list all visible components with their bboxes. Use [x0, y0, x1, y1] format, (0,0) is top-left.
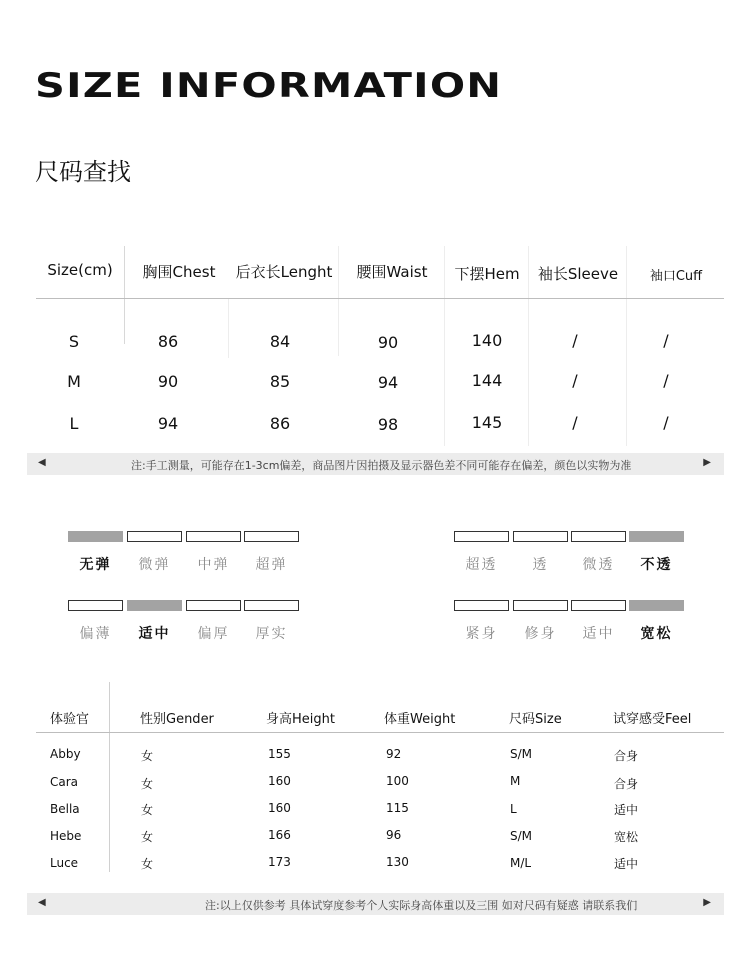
header-weight: 体重Weight [384, 712, 456, 727]
row-m-chest: 90 [157, 372, 179, 391]
scroll-left-icon[interactable]: ◀ [38, 897, 46, 908]
header-length: 后衣长Lenght [235, 263, 333, 281]
tester-gender: 女 [141, 777, 154, 791]
row-s-sleeve: / [572, 331, 578, 350]
fit-label: 紧身 [465, 626, 498, 642]
transparency-segment [513, 531, 568, 542]
tester-name: Cara [50, 775, 79, 789]
tester-gender: 女 [141, 857, 154, 871]
transparency-label: 微透 [582, 557, 615, 573]
tester-table [30, 682, 724, 878]
scroll-right-icon[interactable]: ▶ [703, 897, 711, 908]
fit-label: 修身 [524, 626, 557, 642]
row-l-length: 86 [269, 414, 291, 433]
elasticity-label: 微弹 [138, 557, 171, 573]
tester-size: M/L [510, 856, 532, 870]
row-s-hem: 140 [471, 331, 503, 350]
measurement-note: 注:手工测量，可能存在1-3cm偏差，商品图片因拍摄及显示器色差不同可能存在偏差，颜色以实物为准 [131, 459, 632, 472]
column-divider [338, 246, 339, 356]
transparency-label: 不透 [640, 557, 673, 573]
fit-label: 宽松 [640, 626, 673, 642]
header-gender: 性别Gender [140, 712, 214, 727]
tester-feel: 合身 [614, 749, 639, 763]
header-feel: 试穿感受Feel [613, 712, 692, 727]
fit-label: 适中 [582, 626, 615, 642]
header-divider [36, 732, 724, 733]
row-m-size: M [67, 372, 81, 391]
tester-feel: 宽松 [614, 830, 639, 844]
row-s-size: S [68, 332, 80, 351]
thickness-label: 厚实 [255, 626, 288, 642]
thickness-label: 偏薄 [79, 626, 112, 642]
header-cuff: 袖口Cuff [649, 269, 703, 284]
thickness-segment [244, 600, 299, 611]
row-m-length: 85 [269, 372, 291, 391]
elasticity-segment [127, 531, 182, 542]
elasticity-segment [186, 531, 241, 542]
row-l-sleeve: / [572, 413, 578, 432]
fit-segment [454, 600, 509, 611]
row-s-cuff: / [663, 331, 669, 350]
header-tester: 体验官 [50, 712, 90, 727]
tester-gender: 女 [141, 830, 154, 844]
fit-segment [513, 600, 568, 611]
tester-name: Luce [50, 856, 79, 870]
size-table [30, 244, 724, 450]
fit-segment [629, 600, 684, 611]
reference-note: 注:以上仅供参考 具体试穿度参考个人实际身高体重以及三围 如对尺码有疑惑 请联系我们 [205, 899, 638, 912]
tester-height: 155 [268, 747, 291, 761]
tester-feel: 适中 [614, 803, 639, 817]
header-sleeve: 袖长Sleeve [537, 265, 619, 283]
elasticity-segment [244, 531, 299, 542]
row-m-sleeve: / [572, 371, 578, 390]
row-s-length: 84 [269, 332, 291, 351]
row-l-size: L [69, 414, 79, 433]
tester-size: L [510, 802, 517, 816]
tester-feel: 合身 [614, 777, 639, 791]
transparency-segment [629, 531, 684, 542]
column-divider [528, 246, 529, 446]
thickness-label: 偏厚 [197, 626, 230, 642]
header-waist: 腰围Waist [356, 263, 428, 281]
tester-height: 173 [268, 855, 291, 869]
tester-weight: 130 [386, 855, 409, 869]
reference-note-bar[interactable] [27, 893, 724, 915]
tester-feel: 适中 [614, 857, 639, 871]
row-m-cuff: / [663, 371, 669, 390]
header-hem: 下摆Hem [454, 265, 520, 283]
row-l-chest: 94 [157, 414, 179, 433]
transparency-label: 超透 [465, 557, 498, 573]
row-m-hem: 144 [471, 371, 503, 390]
tester-size: S/M [510, 829, 533, 843]
measurement-note-bar[interactable] [27, 453, 724, 475]
tester-name: Hebe [50, 829, 82, 843]
row-s-chest: 86 [157, 332, 179, 351]
column-divider [124, 246, 125, 344]
header-size: 尺码Size [509, 712, 562, 727]
thickness-segment [68, 600, 123, 611]
scroll-left-icon[interactable]: ◀ [38, 457, 46, 468]
row-l-cuff: / [663, 413, 669, 432]
elasticity-label: 超弹 [255, 557, 288, 573]
transparency-segment [571, 531, 626, 542]
header-chest: 胸围Chest [142, 263, 216, 281]
header-height: 身高Height [266, 712, 335, 727]
row-m-waist: 94 [377, 373, 399, 392]
column-divider [109, 682, 110, 872]
header-divider [36, 298, 724, 299]
tester-height: 160 [268, 774, 291, 788]
tester-weight: 100 [386, 774, 409, 788]
tester-gender: 女 [141, 803, 154, 817]
row-s-waist: 90 [377, 333, 399, 352]
thickness-segment [186, 600, 241, 611]
row-l-waist: 98 [377, 415, 399, 434]
tester-height: 160 [268, 801, 291, 815]
column-divider [626, 246, 627, 446]
tester-size: M [510, 774, 521, 788]
tester-height: 166 [268, 828, 291, 842]
tester-size: S/M [510, 747, 533, 761]
column-divider [444, 246, 445, 446]
tester-weight: 96 [386, 828, 402, 842]
thickness-label: 适中 [138, 626, 171, 642]
fit-segment [571, 600, 626, 611]
tester-name: Abby [50, 747, 81, 761]
column-divider [228, 298, 229, 358]
tester-weight: 115 [386, 801, 409, 815]
row-l-hem: 145 [471, 413, 503, 432]
thickness-segment [127, 600, 182, 611]
elasticity-label: 中弹 [197, 557, 230, 573]
tester-weight: 92 [386, 747, 402, 761]
elasticity-segment [68, 531, 123, 542]
scroll-right-icon[interactable]: ▶ [703, 457, 711, 468]
transparency-label: 透 [532, 557, 549, 573]
elasticity-label: 无弹 [79, 557, 112, 573]
section-title: 尺码查找 [35, 158, 131, 186]
transparency-segment [454, 531, 509, 542]
header-size: Size(cm) [47, 261, 113, 279]
page-title: SIZE INFORMATION [35, 66, 503, 106]
tester-name: Bella [50, 802, 80, 816]
tester-gender: 女 [141, 749, 154, 763]
